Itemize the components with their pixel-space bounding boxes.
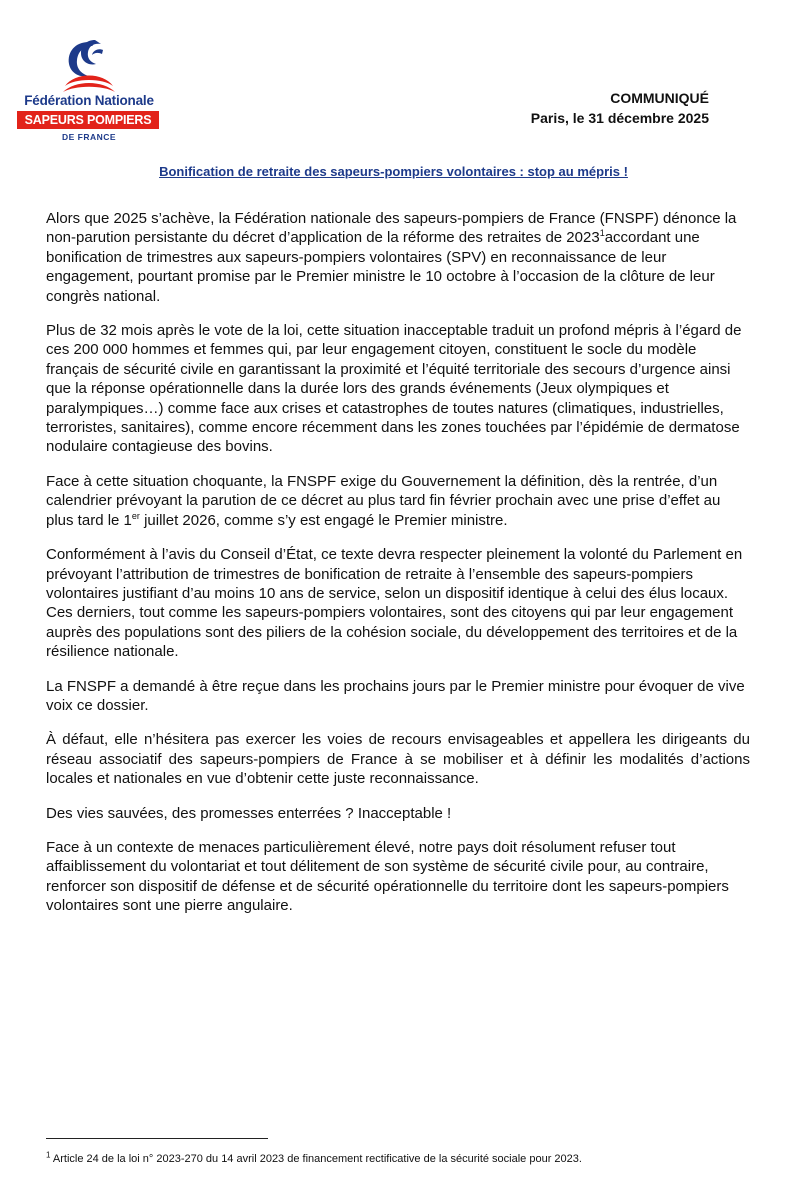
paragraph-1-end: accordant une bonification de trimestres aux sapeurs-pompiers volontaires (SPV) en reconnaissance de leur engagement, pourtant promise par le Premier ministre le 10 octobre à l’occasion de la clôture de leur congrès national. xyxy=(46,229,715,305)
footnote-marker: 1 xyxy=(46,1150,51,1160)
paragraph-1 xyxy=(46,209,750,306)
page-title: Bonification de retraite des sapeurs-pompiers volontaires : stop au mépris ! xyxy=(159,164,628,179)
fnspf-emblem-icon xyxy=(59,36,119,94)
footnote-reference: 1 xyxy=(599,228,605,239)
paragraph-6: À défaut, elle n’hésitera pas exercer les voies de recours envisageables et appellera les dirigeants du réseau associatif des sapeurs-pompiers de France à se mobiliser et à définir les modalités d’actions locales et nationales en vue d’obtenir cette juste reconnaissance. xyxy=(46,731,750,788)
place-date: Paris, le 31 décembre 2025 xyxy=(530,110,709,126)
logo-name-line1: Fédération Nationale xyxy=(24,93,154,108)
paragraph-2: Plus de 32 mois après le vote de la loi, cette situation inacceptable traduit un profond mépris à l’égard de ces 200 000 hommes et femmes qui, par leur engagement citoyen, constituent le socle du modèle français de sécurité civile en garantissant la proximité et l’équité territoriale des secours d’urgence ainsi que la réponse opérationnelle dans la durée lors des grands événements (Jeux olympiques et paralympiques…) comme face aux crises et catastrophes de toutes natures (climatiques, industrielles, terroristes, sanitaires), comme encore récemment dans les zones touchées par l’épidémie de dermatose nodulaire contagieuse des bovins. xyxy=(46,322,742,456)
paragraph-5: La FNSPF a demandé à être reçue dans les prochains jours par le Premier ministre pour évoquer de vive voix ce dossier. xyxy=(46,677,745,714)
paragraph-3-end: juillet 2026, comme s’y est engagé le Premier ministre. xyxy=(139,511,508,529)
footnote-divider xyxy=(46,1138,268,1139)
paragraph-8: Face à un contexte de menaces particulièrement élevé, notre pays doit résolument refuser tout affaiblissement du volontariat et tout délitement de son système de sécurité civile pour, au contraire, renforcer son dispositif de défense et de sécurité opérationnelle du territoire dont les sapeurs-pompiers volontaires sont une pierre angulaire. xyxy=(46,838,729,915)
footnote-text: Article 24 de la loi n° 2023-270 du 14 avril 2023 de financement rectificative de la sécurité sociale pour 2023. xyxy=(50,1153,582,1165)
document-type: COMMUNIQUÉ xyxy=(610,90,709,106)
footnote xyxy=(46,1150,766,1165)
press-release-body xyxy=(46,209,750,931)
paragraph-4: Conformément à l’avis du Conseil d’État, ce texte devra respecter pleinement la volonté du Parlement en prévoyant l’attribution de trimestres de bonification de retraite à l’ensemble des sapeurs-pompiers volontaires justifiant d’au moins 10 ans de service, selon un dispositif identique à celui des élus locaux. Ces derniers, tout comme les sapeurs-pompiers volontaires, sont des citoyens qui par leur engagement auprès des populations sont des piliers de la cohésion sociale, du développement des territoires et de la résilience nationale. xyxy=(46,546,743,661)
paragraph-3-start: Face à cette situation choquante, la FNSPF exige du Gouvernement la définition, dès la rentrée, d’un calendrier prévoyant la parution de ce décret au plus tard fin février prochain avec une prise d’effet au plus tard le 1 xyxy=(46,472,721,529)
paragraph-3 xyxy=(46,472,750,530)
paragraph-7: Des vies sauvées, des promesses enterrées ? Inacceptable ! xyxy=(46,804,452,822)
paragraph-1-start: Alors que 2025 s’achève, la Fédération nationale des sapeurs-pompiers de France (FNSPF) dénonce la non-parution persistante du décret d’application de la réforme des retraites de 2023 xyxy=(46,210,737,247)
fnspf-logo xyxy=(14,36,164,148)
logo-name-line3: DE FRANCE xyxy=(61,132,117,142)
press-release-header xyxy=(531,88,709,128)
logo-name-line2: SAPEURS POMPIERS xyxy=(17,111,159,129)
ordinal-superscript: er xyxy=(131,510,140,521)
